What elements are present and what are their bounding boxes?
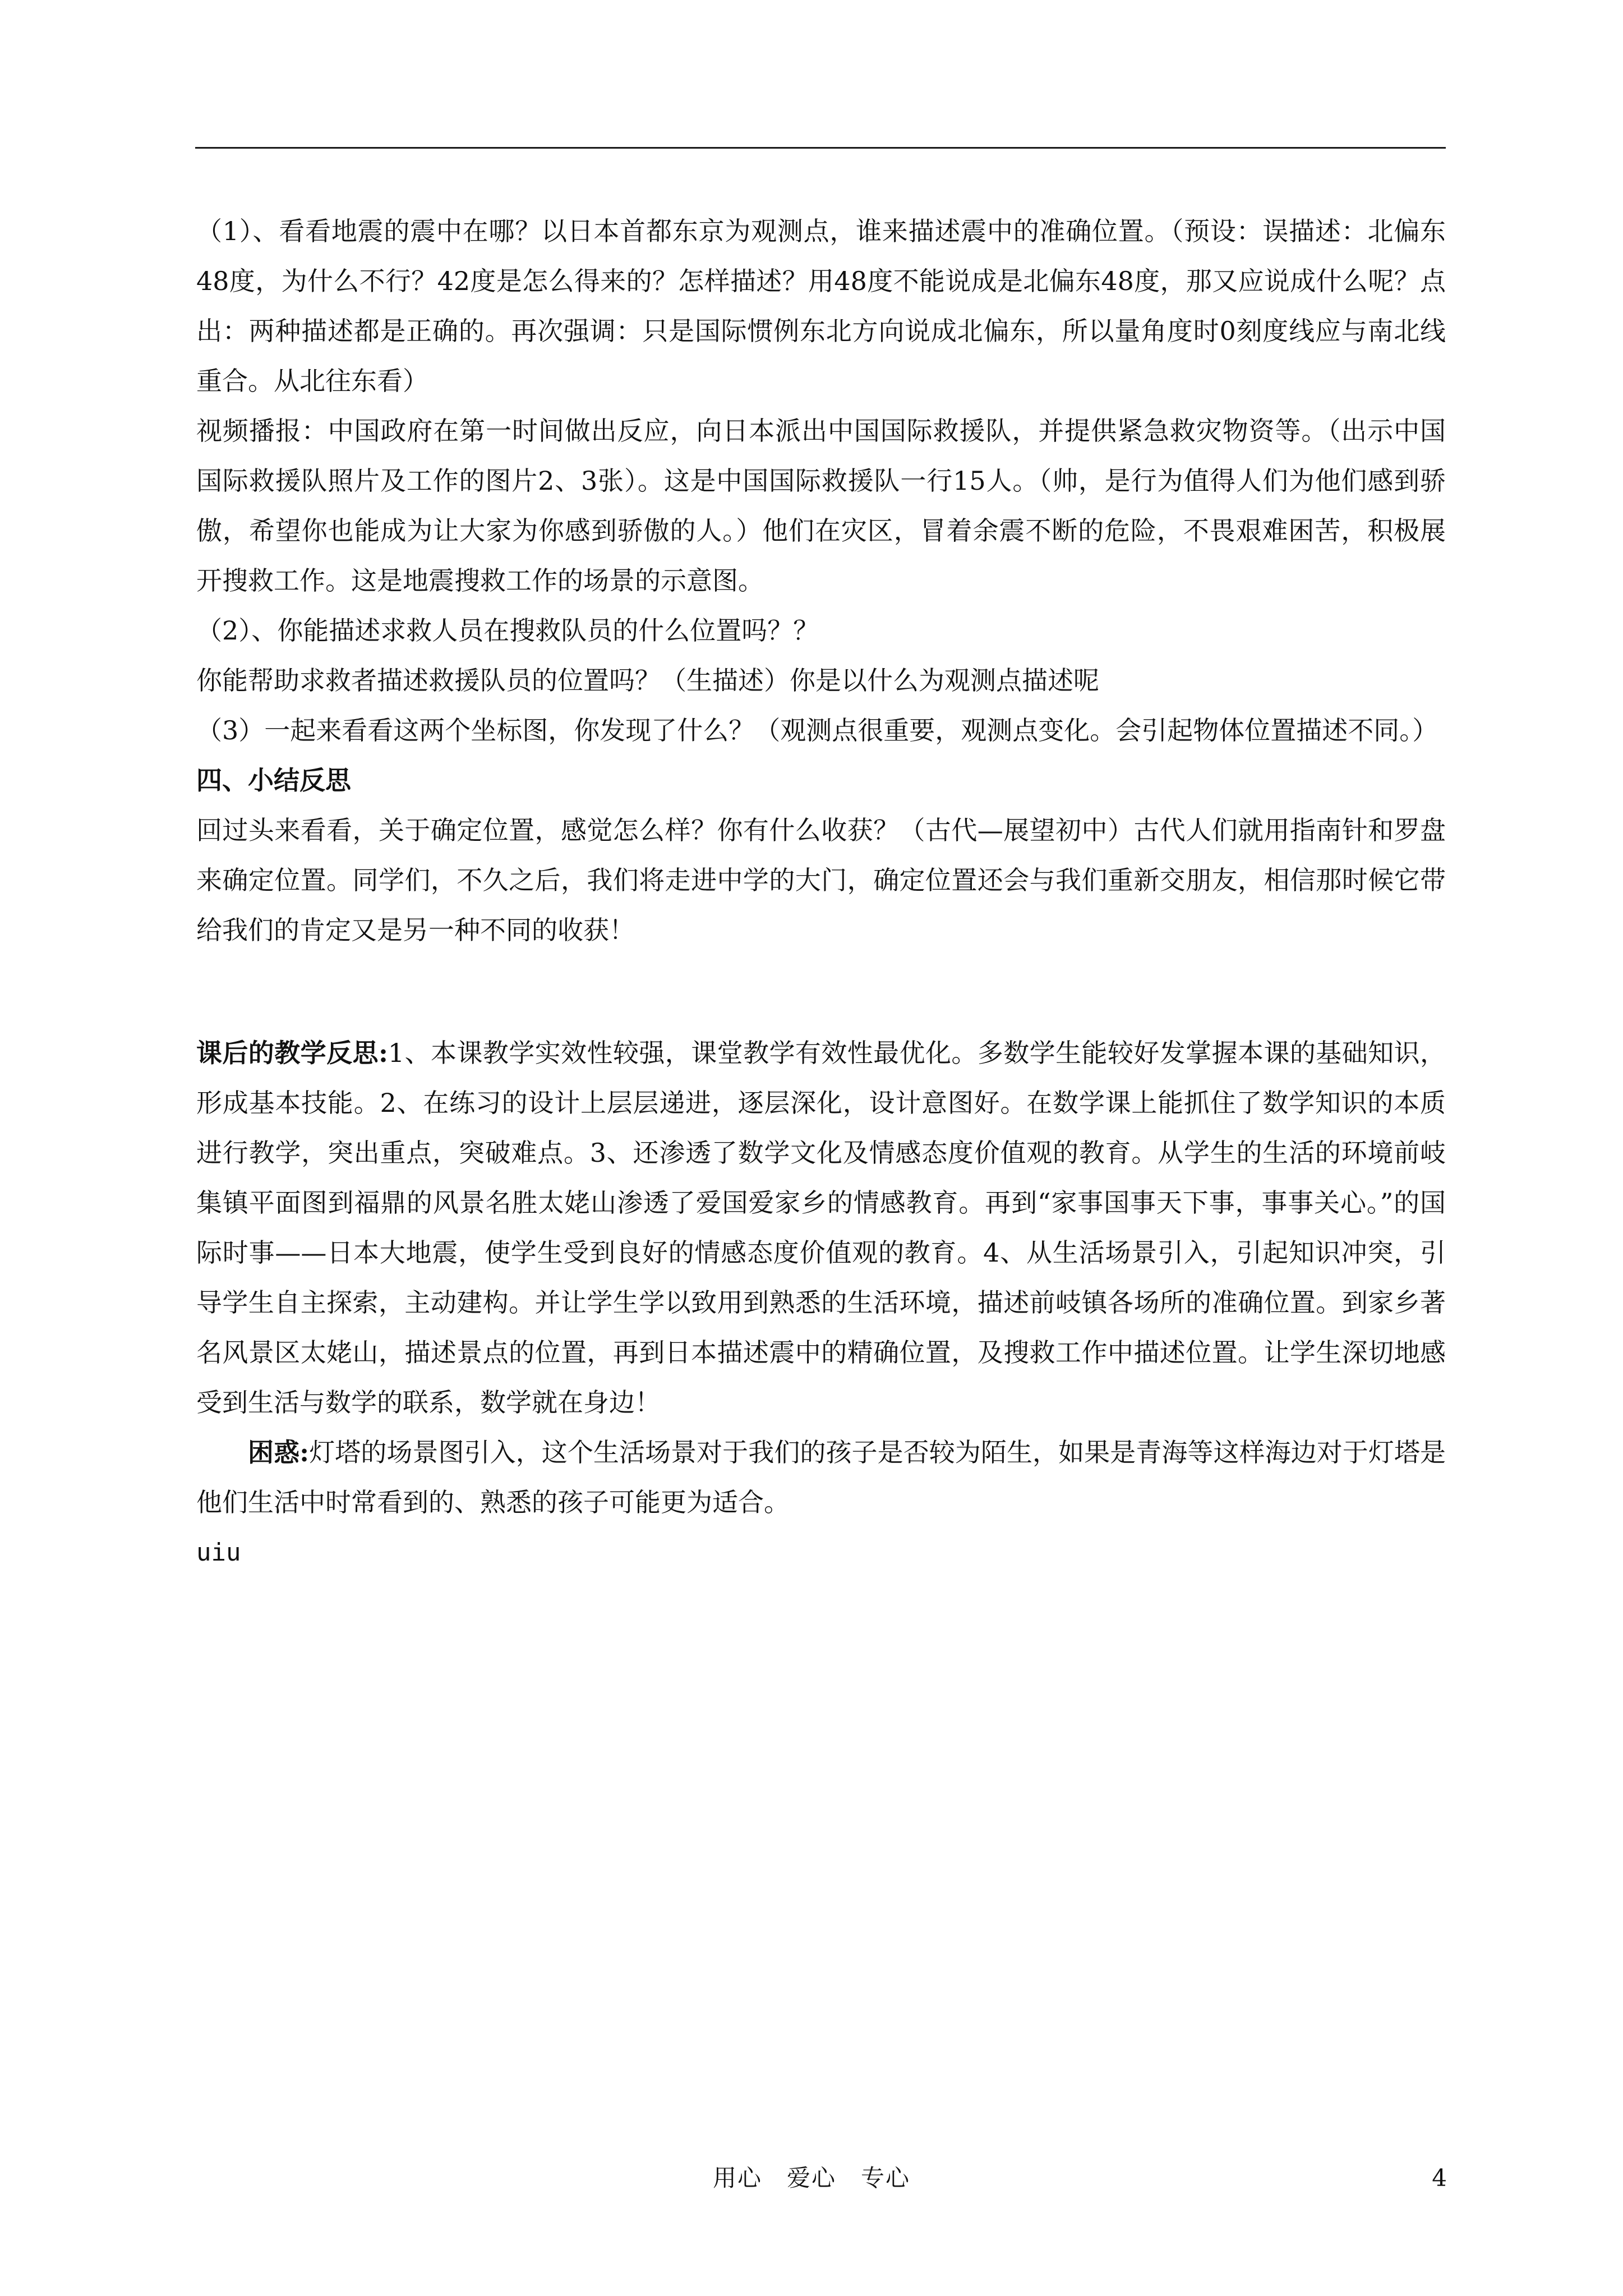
section-heading-summary: 四、小结反思 xyxy=(196,765,351,795)
paragraph-gap xyxy=(196,955,1446,1028)
paragraph-epicenter: （1）、看看地震的震中在哪？以日本首都东京为观测点，谁来描述震中的准确位置。（预设：误描述：北偏东48度，为什么不行？42度是怎么得来的？怎样描述？用48度不能说成是北偏东48度，那又应说成什么呢？点出：两种描述都是正确的。再次强调：只是国际惯例东北方向说成北偏东，所以量角度时0刻度线应与南北线重合。从北往东看） xyxy=(196,216,1446,396)
paragraph-video-report: 视频播报：中国政府在第一时间做出反应，向日本派出中国国际救援队，并提供紧急救灾物资等。（出示中国国际救援队照片及工作的图片2、3张）。这是中国国际救援队一行15人。（帅，是行为值得人们为他们感到骄傲，希望你也能成为让大家为你感到骄傲的人。）他们在灾区，冒着余震不断的危险，不畏艰难困苦，积极展开搜救工作。这是地震搜救工作的场景的示意图。 xyxy=(196,416,1446,596)
stray-text: uiu xyxy=(196,1538,241,1567)
header-rule xyxy=(195,147,1446,149)
paragraph-reflection xyxy=(196,1028,1446,1428)
footer-motto: 用心 爱心 专心 xyxy=(712,2164,910,2192)
confusion-label: 困惑: xyxy=(248,1437,310,1467)
paragraph-question-3: （3）一起来看看这两个坐标图，你发现了什么？（观测点很重要，观测点变化。会引起物体位置描述不同。） xyxy=(196,715,1438,746)
confusion-body: 灯塔的场景图引入，这个生活场景对于我们的孩子是否较为陌生，如果是青海等这样海边对于灯塔是他们生活中时常看到的、熟悉的孩子可能更为适合。 xyxy=(196,1437,1446,1517)
paragraph-help-describe: 你能帮助求救者描述救援队员的位置吗？（生描述）你是以什么为观测点描述呢 xyxy=(196,665,1099,696)
paragraph-summary: 回过头来看看，关于确定位置，感觉怎么样？你有什么收获？（古代—展望初中）古代人们就用指南针和罗盘来确定位置。同学们，不久之后，我们将走进中学的大门，确定位置还会与我们重新交朋友，相信那时候它带给我们的肯定又是另一种不同的收获！ xyxy=(196,815,1446,945)
page-number: 4 xyxy=(1432,2164,1447,2192)
paragraph-question-2: （2）、你能描述求救人员在搜救队员的什么位置吗？？ xyxy=(196,615,819,646)
reflection-body: 1、本课教学实效性较强，课堂教学有效性最优化。多数学生能较好发掌握本课的基础知识，形成基本技能。2、在练习的设计上层层递进，逐层深化，设计意图好。在数学课上能抓住了数学知识的本质进行教学，突出重点，突破难点。3、还渗透了数学文化及情感态度价值观的教育。从学生的生活的环境前岐集镇平面图到福鼎的风景名胜太姥山渗透了爱国爱家乡的情感教育。再到“家事国事天下事，事事关心。”的国际时事——日本大地震，使学生受到良好的情感态度价值观的教育。4、从生活场景引入，引起知识冲突，引导学生自主探索，主动建构。并让学生学以致用到熟悉的生活环境，描述前岐镇各场所的准确位置。到家乡著名风景区太姥山，描述景点的位置，再到日本描述震中的精确位置，及搜救工作中描述位置。让学生深切地感受到生活与数学的联系，数学就在身边！ xyxy=(196,1038,1446,1418)
document-body xyxy=(196,206,1446,1577)
paragraph-confusion xyxy=(196,1428,1446,1527)
reflection-label: 课后的教学反思: xyxy=(196,1038,388,1068)
